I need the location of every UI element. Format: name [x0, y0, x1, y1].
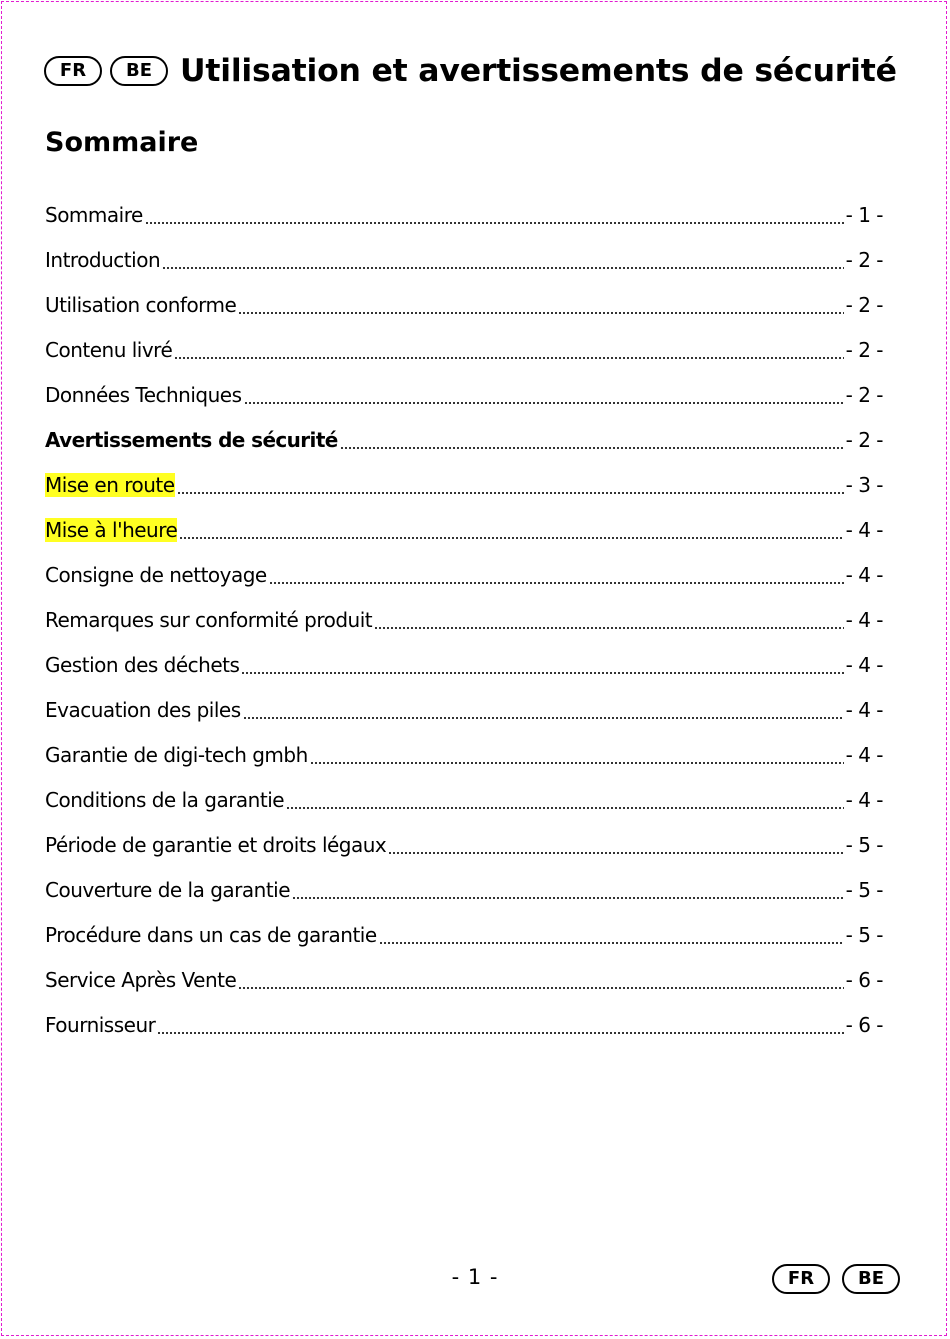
section-title: Sommaire [45, 127, 199, 158]
toc-entry-page: - 6 - [845, 967, 883, 992]
toc-entry[interactable] [45, 777, 883, 822]
toc-entry-label: Conditions de la garantie [45, 787, 285, 812]
footer-page-number: - 1 - [451, 1265, 499, 1289]
toc-entry-page: - 2 - [845, 382, 883, 407]
toc-entry-label: Période de garantie et droits légaux [45, 832, 387, 857]
toc-entry-label: Données Techniques [45, 382, 242, 407]
toc-entry-page: - 4 - [845, 787, 883, 812]
footer-badge-fr: FR [772, 1264, 830, 1294]
toc-entry[interactable] [45, 282, 883, 327]
country-badge-be: BE [110, 56, 168, 86]
toc-entry[interactable] [45, 732, 883, 777]
toc-entry-page: - 5 - [845, 877, 883, 902]
toc-leader-dots [238, 970, 843, 990]
toc-leader-dots [162, 250, 844, 270]
toc-leader-dots [157, 1015, 843, 1035]
toc-leader-dots [286, 790, 844, 810]
toc-leader-dots [177, 475, 844, 495]
toc-entry-page: - 4 - [845, 517, 883, 542]
toc-leader-dots [374, 610, 844, 630]
toc-entry[interactable] [45, 237, 883, 282]
toc-entry-page: - 2 - [845, 427, 883, 452]
toc-entry[interactable] [45, 642, 883, 687]
toc-entry-label: Introduction [45, 247, 161, 272]
toc-leader-dots [388, 835, 843, 855]
toc-entry[interactable] [45, 372, 883, 417]
toc-entry[interactable] [45, 327, 883, 372]
country-badge-fr: FR [44, 56, 102, 86]
toc-entry[interactable] [45, 417, 883, 462]
footer-badges [760, 1264, 900, 1294]
toc-leader-dots [310, 745, 844, 765]
toc-entry-label: Gestion des déchets [45, 652, 240, 677]
toc-leader-dots [292, 880, 844, 900]
toc-leader-dots [269, 565, 844, 585]
toc-entry-label: Utilisation conforme [45, 292, 237, 317]
toc-entry-page: - 4 - [845, 742, 883, 767]
toc-entry-page: - 4 - [845, 697, 883, 722]
toc-entry-page: - 4 - [845, 562, 883, 587]
toc-entry-label: Couverture de la garantie [45, 877, 291, 902]
toc-entry-page: - 3 - [845, 472, 883, 497]
toc-entry-label: Evacuation des piles [45, 697, 241, 722]
toc-entry-label: Fournisseur [45, 1012, 156, 1037]
toc-entry-page: - 2 - [845, 292, 883, 317]
toc-entry-label: Avertissements de sécurité [45, 427, 338, 452]
toc-leader-dots [379, 925, 844, 945]
toc-leader-dots [243, 700, 844, 720]
toc-entry[interactable] [45, 462, 883, 507]
toc-leader-dots [241, 655, 843, 675]
toc-leader-dots [174, 340, 843, 360]
toc-entry-label: Garantie de digi-tech gmbh [45, 742, 308, 767]
toc-leader-dots [340, 430, 844, 450]
page-title: Utilisation et avertissements de sécurité [180, 53, 897, 89]
toc-entry[interactable] [45, 1002, 883, 1047]
table-of-contents [45, 192, 883, 1047]
toc-leader-dots [179, 520, 843, 540]
toc-entry[interactable] [45, 507, 883, 552]
toc-entry-page: - 2 - [845, 247, 883, 272]
toc-entry-page: - 2 - [845, 337, 883, 362]
toc-entry-page: - 1 - [845, 202, 883, 227]
toc-entry-label: Remarques sur conformité produit [45, 607, 373, 632]
toc-leader-dots [244, 385, 844, 405]
footer-badge-be: BE [842, 1264, 900, 1294]
toc-entry-label: Service Après Vente [45, 967, 237, 992]
toc-entry[interactable] [45, 867, 883, 912]
toc-entry[interactable] [45, 192, 883, 237]
toc-entry-page: - 4 - [845, 652, 883, 677]
toc-entry[interactable] [45, 957, 883, 1002]
toc-entry-page: - 5 - [845, 832, 883, 857]
toc-entry[interactable] [45, 552, 883, 597]
toc-entry-label: Contenu livré [45, 337, 173, 362]
toc-entry-page: - 6 - [845, 1012, 883, 1037]
toc-entry-label: Mise en route [45, 472, 175, 497]
page-header [44, 50, 897, 92]
toc-entry[interactable] [45, 822, 883, 867]
toc-entry-label: Consigne de nettoyage [45, 562, 267, 587]
toc-entry[interactable] [45, 597, 883, 642]
toc-leader-dots [238, 295, 843, 315]
toc-entry[interactable] [45, 912, 883, 957]
toc-entry-label: Sommaire [45, 202, 143, 227]
toc-leader-dots [145, 205, 844, 225]
toc-entry-page: - 5 - [845, 922, 883, 947]
toc-entry[interactable] [45, 687, 883, 732]
toc-entry-label: Mise à l'heure [45, 517, 178, 542]
toc-entry-page: - 4 - [845, 607, 883, 632]
toc-entry-label: Procédure dans un cas de garantie [45, 922, 377, 947]
